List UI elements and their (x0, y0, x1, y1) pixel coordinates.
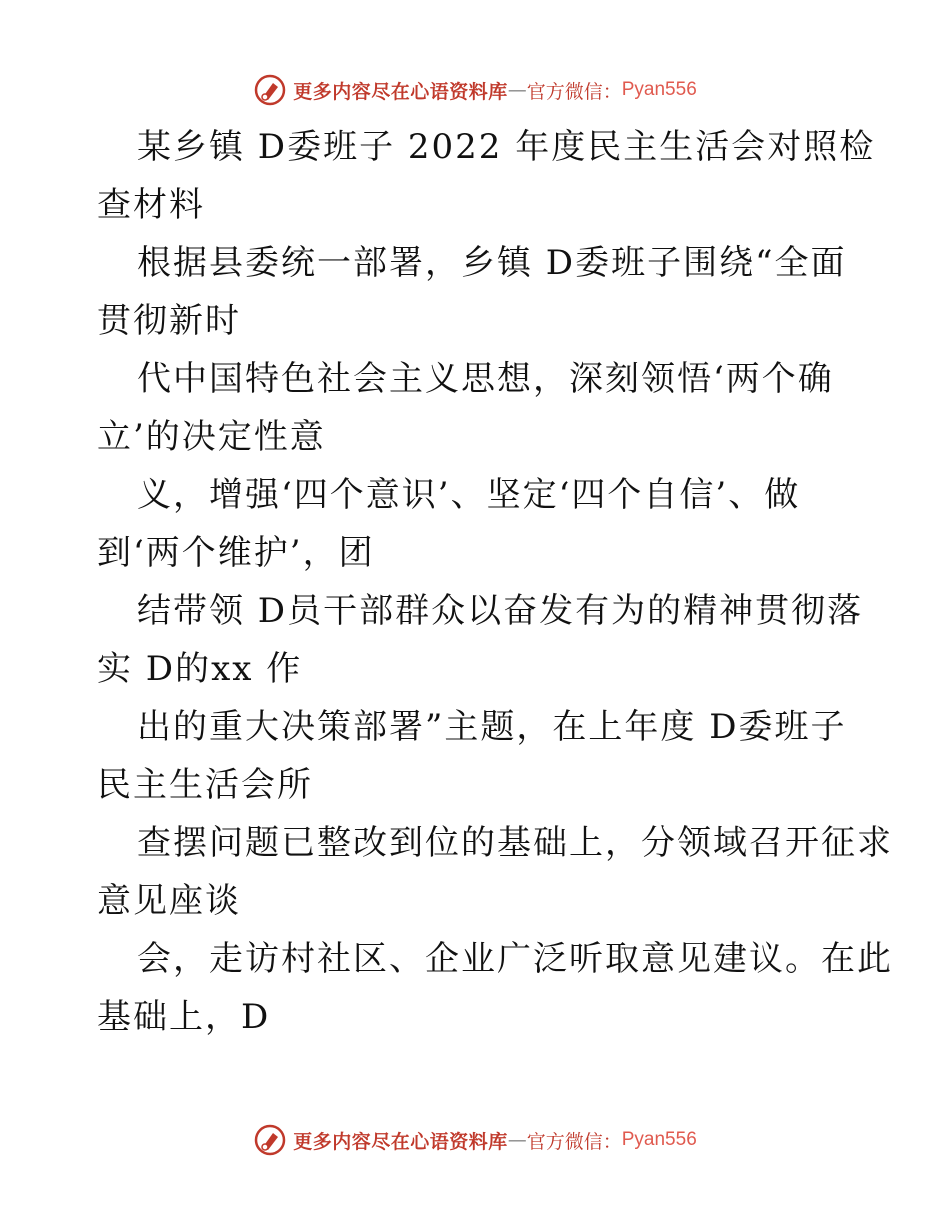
watermark-main-text: 更多内容尽在心语资料库 (293, 1130, 508, 1153)
pen-nib-logo-icon (253, 73, 287, 107)
watermark-separator: — (507, 79, 527, 101)
document-line: 根据县委统一部署，乡镇 D委班子围绕“全面 (137, 243, 847, 283)
document-line: 会，走访村社区、企业广泛听取意见建议。在此 (137, 939, 893, 979)
watermark-id-text: Pyan556 (621, 1129, 697, 1150)
document-line: 立’的决定性意 (97, 417, 326, 457)
watermark-main-text: 更多内容尽在心语资料库 (293, 80, 508, 103)
document-line: 实 D的xx 作 (97, 649, 303, 689)
document-line: 基础上，D (97, 997, 271, 1037)
header-watermark (0, 70, 950, 110)
footer-watermark (0, 1120, 950, 1160)
watermark-sub-text: 官方微信： (526, 1130, 622, 1153)
document-line: 义，增强‘四个意识’、坚定‘四个自信’、做 (137, 475, 801, 515)
document-line: 查材料 (97, 185, 205, 225)
document-line: 到‘两个维护’，团 (97, 533, 375, 573)
watermark-sub-text: 官方微信： (526, 80, 622, 103)
document-line: 意见座谈 (97, 881, 241, 921)
pen-nib-logo-icon (253, 1123, 287, 1157)
document-line: 民主生活会所 (97, 765, 313, 805)
watermark-id-text: Pyan556 (621, 79, 697, 100)
document-body (97, 118, 893, 1046)
document-line: 代中国特色社会主义思想，深刻领悟‘两个确 (137, 359, 834, 399)
document-line: 出的重大决策部署”主题，在上年度 D委班子 (137, 707, 847, 747)
watermark-separator: — (507, 1129, 527, 1151)
document-line: 查摆问题已整改到位的基础上，分领域召开征求 (137, 823, 893, 863)
document-line: 贯彻新时 (97, 301, 241, 341)
document-line: 结带领 D员干部群众以奋发有为的精神贯彻落 (137, 591, 864, 631)
document-line: 某乡镇 D委班子 2022 年度民主生活会对照检 (137, 127, 876, 167)
